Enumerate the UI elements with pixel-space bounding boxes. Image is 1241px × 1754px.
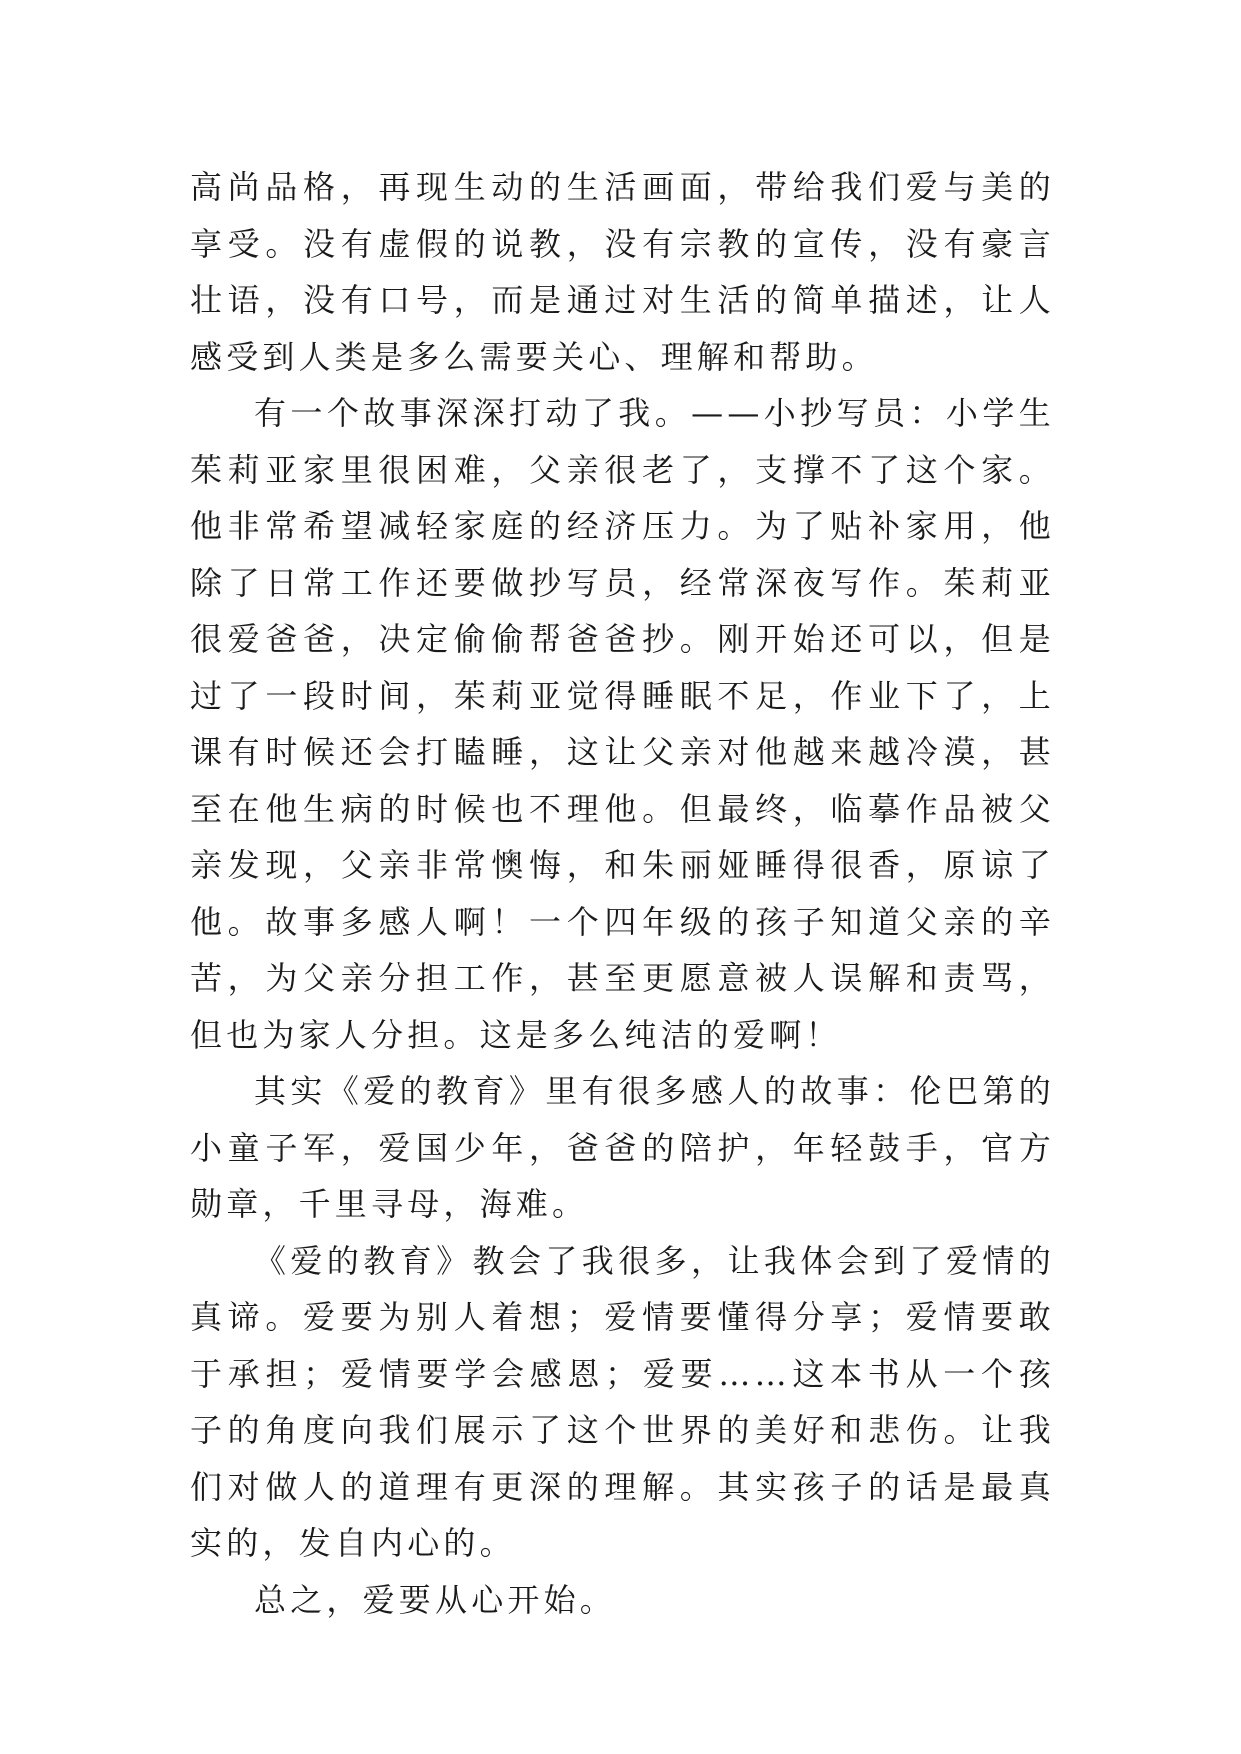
paragraph-continuation: 高尚品格，再现生动的生活画面，带给我们爱与美的享受。没有虚假的说教，没有宗教的宣传，没有豪言壮语，没有口号，而是通过对生活的简单描述，让人感受到人类是多么需要关心、理解和帮助。 [190, 168, 1055, 376]
paragraph-story: 有一个故事深深打动了我。——小抄写员：小学生茱莉亚家里很困难，父亲很老了，支撑不了这个家。他非常希望减轻家庭的经济压力。为了贴补家用，他除了日常工作还要做抄写员，经常深夜写作。茱莉亚很爱爸爸，决定偷偷帮爸爸抄。刚开始还可以，但是过了一段时间，茱莉亚觉得睡眠不足，作业下了，上课有时候还会打瞌睡，这让父亲对他越来越冷漠，甚至在他生病的时候也不理他。但最终，临摹作品被父亲发现，父亲非常懊悔，和朱丽娅睡得很香，原谅了他。故事多感人啊！一个四年级的孩子知道父亲的辛苦，为父亲分担工作，甚至更愿意被人误解和责骂，但也为家人分担。这是多么纯洁的爱啊！ [190, 394, 1055, 1054]
paragraph-lessons: 《爱的教育》教会了我很多，让我体会到了爱情的真谛。爱要为别人着想；爱情要懂得分享；爱情要敢于承担；爱情要学会感恩；爱要……这本书从一个孩子的角度向我们展示了这个世界的美好和悲伤。让我们对做人的道理有更深的理解。其实孩子的话是最真实的，发自内心的。 [190, 1241, 1055, 1562]
paragraph-stories-list: 其实《爱的教育》里有很多感人的故事：伦巴第的小童子军，爱国少年，爸爸的陪护，年轻鼓手，官方勋章，千里寻母，海难。 [190, 1072, 1055, 1223]
paragraph-conclusion: 总之，爱要从心开始。 [254, 1580, 617, 1619]
document-body [190, 159, 1055, 1628]
